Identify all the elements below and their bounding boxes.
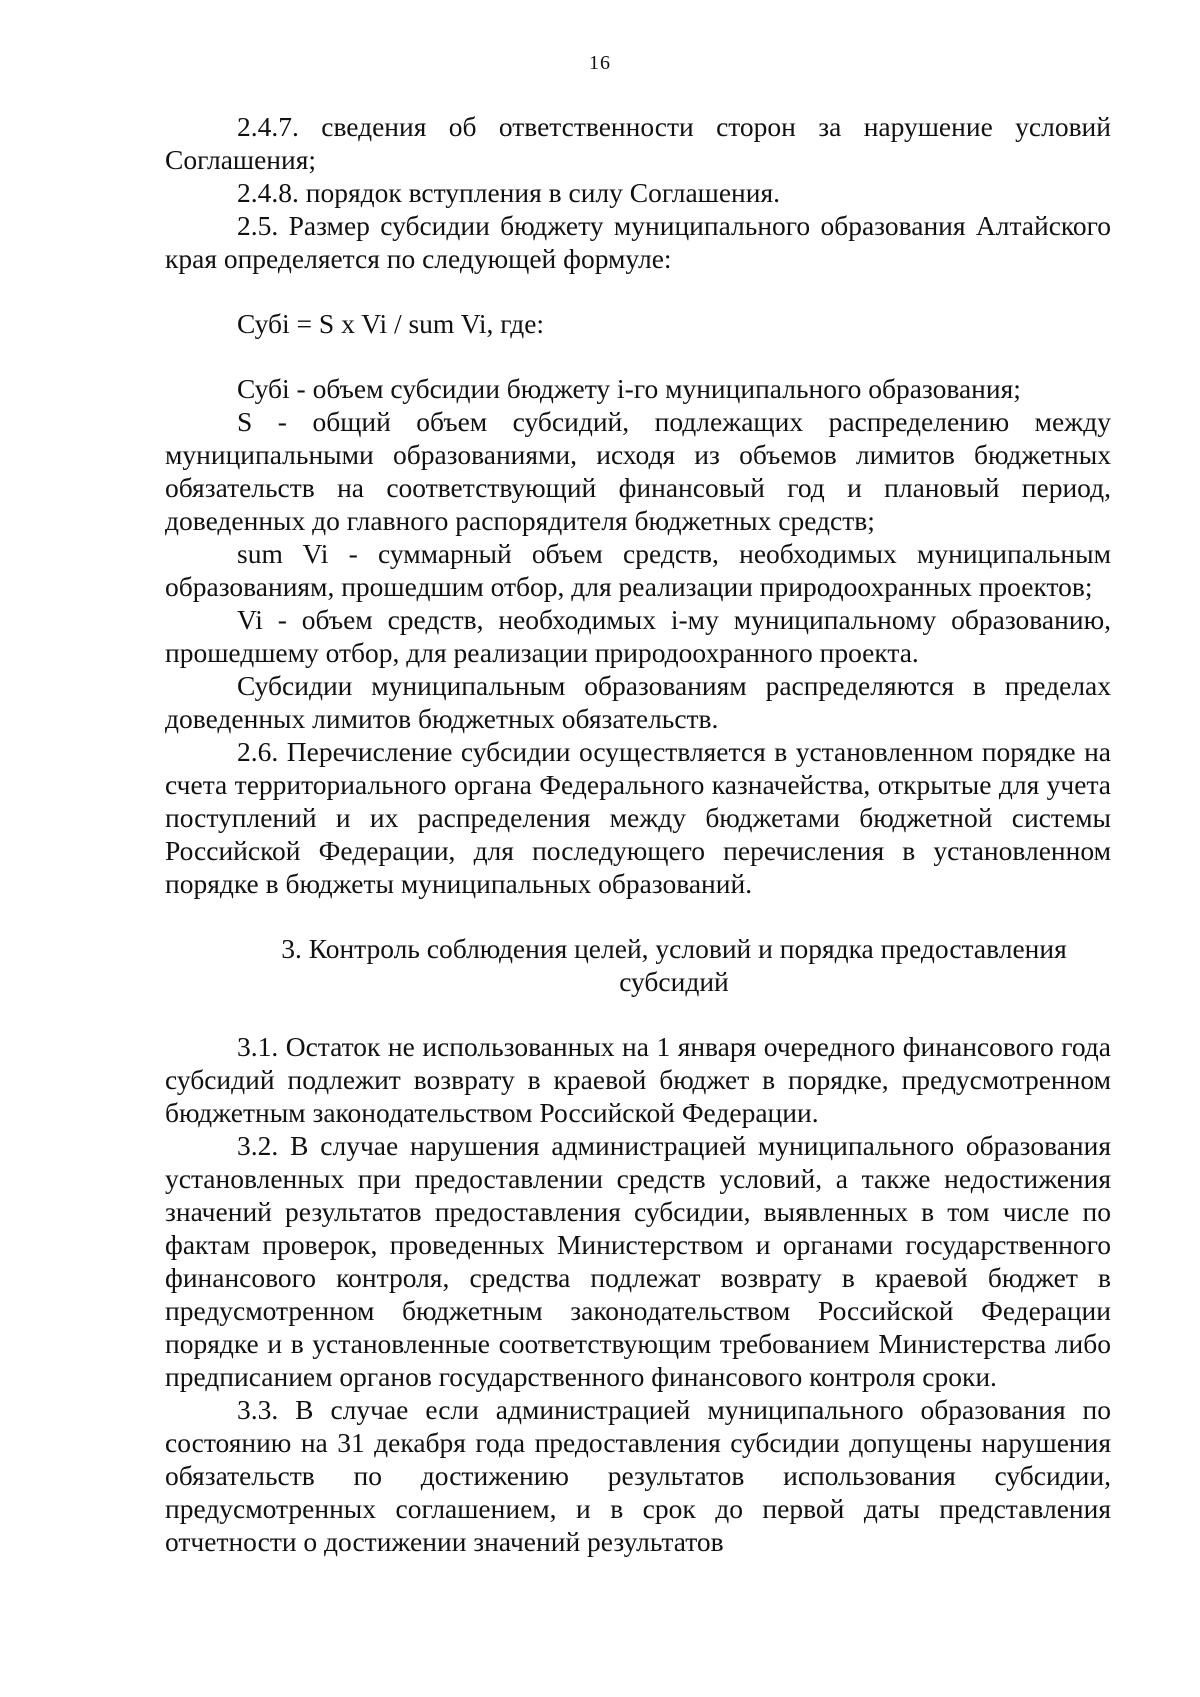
definition-subi: Субi - объем субсидии бюджету i-го муниципального образования; <box>237 373 1021 404</box>
subsidy-formula: Субi = S x Vi / sum Vi, где: <box>237 308 545 339</box>
paragraph-3-2: 3.2. В случае нарушения администрацией муниципального образования установленных при предоставлении средств условий, а также недостижения значений результатов предоставления субсидии, выявленных в том числе по фактам проверок, проведенных Министерством и органами государственного финансового контроля, средства подлежат возврату в краевой бюджет в предусмотренном бюджетным законодательством Российской Федерации порядке и в установленные соответствующим требованием Министерства либо предписанием органов государственного финансового контроля сроки. <box>165 1130 1111 1392</box>
paragraph-2-4-8: 2.4.8. порядок вступления в силу Соглашения. <box>237 177 781 208</box>
document-body <box>165 110 1111 1558</box>
paragraph-2-6: 2.6. Перечисление субсидии осуществляется в установленном порядке на счета территориального органа Федерального казначейства, открытые для учета поступлений и их распределения между бюджетами бюджетной системы Российской Федерации, для последующего перечисления в установленном порядке в бюджеты муниципальных образований. <box>165 736 1111 899</box>
definition-s: S - общий объем субсидий, подлежащих распределению между муниципальными образованиями, исходя из объемов лимитов бюджетных обязательств на соответствующий финансовый год и плановый период, доведенных до главного распорядителя бюджетных средств; <box>165 406 1111 536</box>
paragraph-2-4-7: 2.4.7. сведения об ответственности сторон за нарушение условий Соглашения; <box>165 111 1111 175</box>
section-3-heading-line1: 3. Контроль соблюдения целей, условий и порядка предоставления <box>281 933 1067 964</box>
section-3-heading <box>165 932 1111 998</box>
paragraph-3-3: 3.3. В случае если администрацией муниципального образования по состоянию на 31 декабря года предоставления субсидии допущены нарушения обязательств по достижению результатов использования субсидии, предусмотренных соглашением, и в срок до первой даты представления отчетности о достижении значений результатов <box>165 1394 1111 1557</box>
paragraph-3-1: 3.1. Остаток не использованных на 1 января очередного финансового года субсидий подлежит возврату в краевой бюджет в порядке, предусмотренном бюджетным законодательством Российской Федерации. <box>165 1031 1111 1128</box>
section-3-heading-line2: субсидий <box>619 966 729 997</box>
definition-vi: Vi - объем средств, необходимых i-му муниципальному образованию, прошедшему отбор, для реализации природоохранного проекта. <box>165 604 1111 668</box>
definition-sum-vi: sum Vi - суммарный объем средств, необходимых муниципальным образованиям, прошедшим отбор, для реализации природоохранных проектов; <box>165 538 1111 602</box>
paragraph-2-5: 2.5. Размер субсидии бюджету муниципального образования Алтайского края определяется по следующей формуле: <box>165 210 1111 274</box>
page-number: 16 <box>589 52 611 74</box>
paragraph-distribution: Субсидии муниципальным образованиям распределяются в пределах доведенных лимитов бюджетных обязательств. <box>165 670 1111 734</box>
